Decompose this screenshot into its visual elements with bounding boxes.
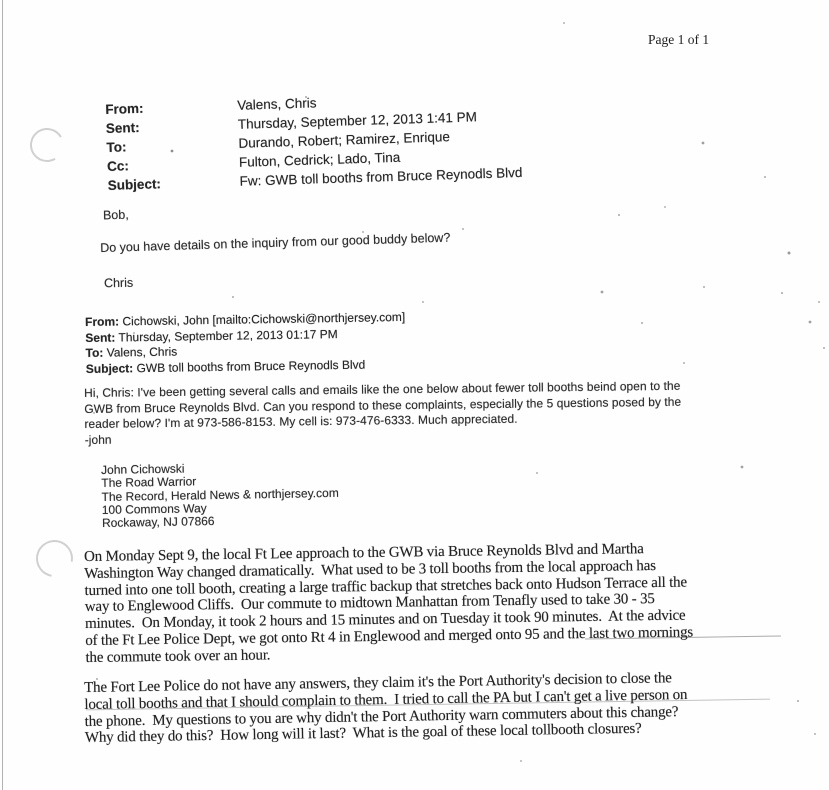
email2-to-label: To: xyxy=(85,345,104,360)
email1-sent-value: Thursday, September 12, 2013 1:41 PM xyxy=(237,109,478,132)
email2-body: Hi, Chris: I've been getting several calls and emails like the one below about fewer toll booths beind open to the GWB from Bruce Reynolds Blvd. Can you respond to these complaints, especially the 5 questions posed by the reader below? I'm at 973-586-8153. My cell is: 973-476-6333. Much appreciated. -john xyxy=(84,378,682,447)
email1-signoff: Chris xyxy=(103,275,134,291)
reader-message-paragraph-1: On Monday Sept 9, the local Ft Lee approach to the GWB via Bruce Reynolds Blvd and Martha Washington Way changed dramatically. What used to be 3 toll booths from the local approach has turned into one toll booth, creating a large traffic backup that stretches back onto Hudson Terrace all the way to Englewood Cliffs. Our commute to midtown Manhattan from Tenafly used to take 30 - 35 minutes. On Monday, it took 2 hours and 15 minutes and on Tuesday it took 90 minutes. At the advice of the Ft Lee Police Dept, we got onto Rt 4 in Englewood and merged onto 95 and the last two mornings the commute took over an hour. xyxy=(84,541,694,666)
scan-noise-specks xyxy=(0,0,2,2)
email2-sent-label: Sent: xyxy=(85,330,116,345)
email1-from-label: From: xyxy=(105,100,144,117)
email1-greeting: Bob, xyxy=(102,207,129,223)
scan-edge-artifact xyxy=(2,0,3,790)
email1-subject-label: Subject: xyxy=(107,176,162,193)
email1-sent-label: Sent: xyxy=(105,119,140,136)
email2-subject-label: Subject: xyxy=(85,360,134,376)
reader-message-paragraph-2: The Fort Lee Police do not have any answers, they claim it's the Port Authority's decision to close the local toll booths and that I should complain to them. I tried to call the PA but I can't get a live person on the phone. My questions to you are why didn't the Port Authority warn commuters about this change? Why did they do this? How long will it last? What is the goal of these local tollbooth closures? xyxy=(84,670,688,747)
email2-from-label: From: xyxy=(85,314,120,329)
email1-to-value: Durando, Robert; Ramirez, Enrique xyxy=(238,129,451,151)
email2-to-value: Valens, Chris xyxy=(106,344,178,360)
hole-punch-mark-top xyxy=(26,124,68,166)
email1-to-label: To: xyxy=(106,139,127,155)
email1-from-value: Valens, Chris xyxy=(236,95,317,113)
email1-header-block xyxy=(105,87,523,195)
email2-from-value: Cichowski, John [mailto:Cichowski@northjersey.com] xyxy=(122,309,406,329)
email2-header-block xyxy=(85,310,406,377)
email2-signature: John Cichowski The Road Warrior The Record, Herald News & northjersey.com 100 Commons Way Rockaway, NJ 07866 xyxy=(100,461,339,531)
email1-cc-label: Cc: xyxy=(106,158,130,174)
email1-cc-value: Fulton, Cedrick; Lado, Tina xyxy=(238,149,401,170)
hole-punch-mark-bottom xyxy=(29,533,81,585)
email1-body-line: Do you have details on the inquiry from our good buddy below? xyxy=(100,230,451,255)
email2-sent-value: Thursday, September 12, 2013 01:17 PM xyxy=(118,326,338,344)
page-number-label: Page 1 of 1 xyxy=(648,32,710,47)
email2-subject-value: GWB toll booths from Bruce Reynodls Blvd xyxy=(136,357,366,375)
email1-subject-value: Fw: GWB toll booths from Bruce Reynodls Blvd xyxy=(239,164,523,189)
